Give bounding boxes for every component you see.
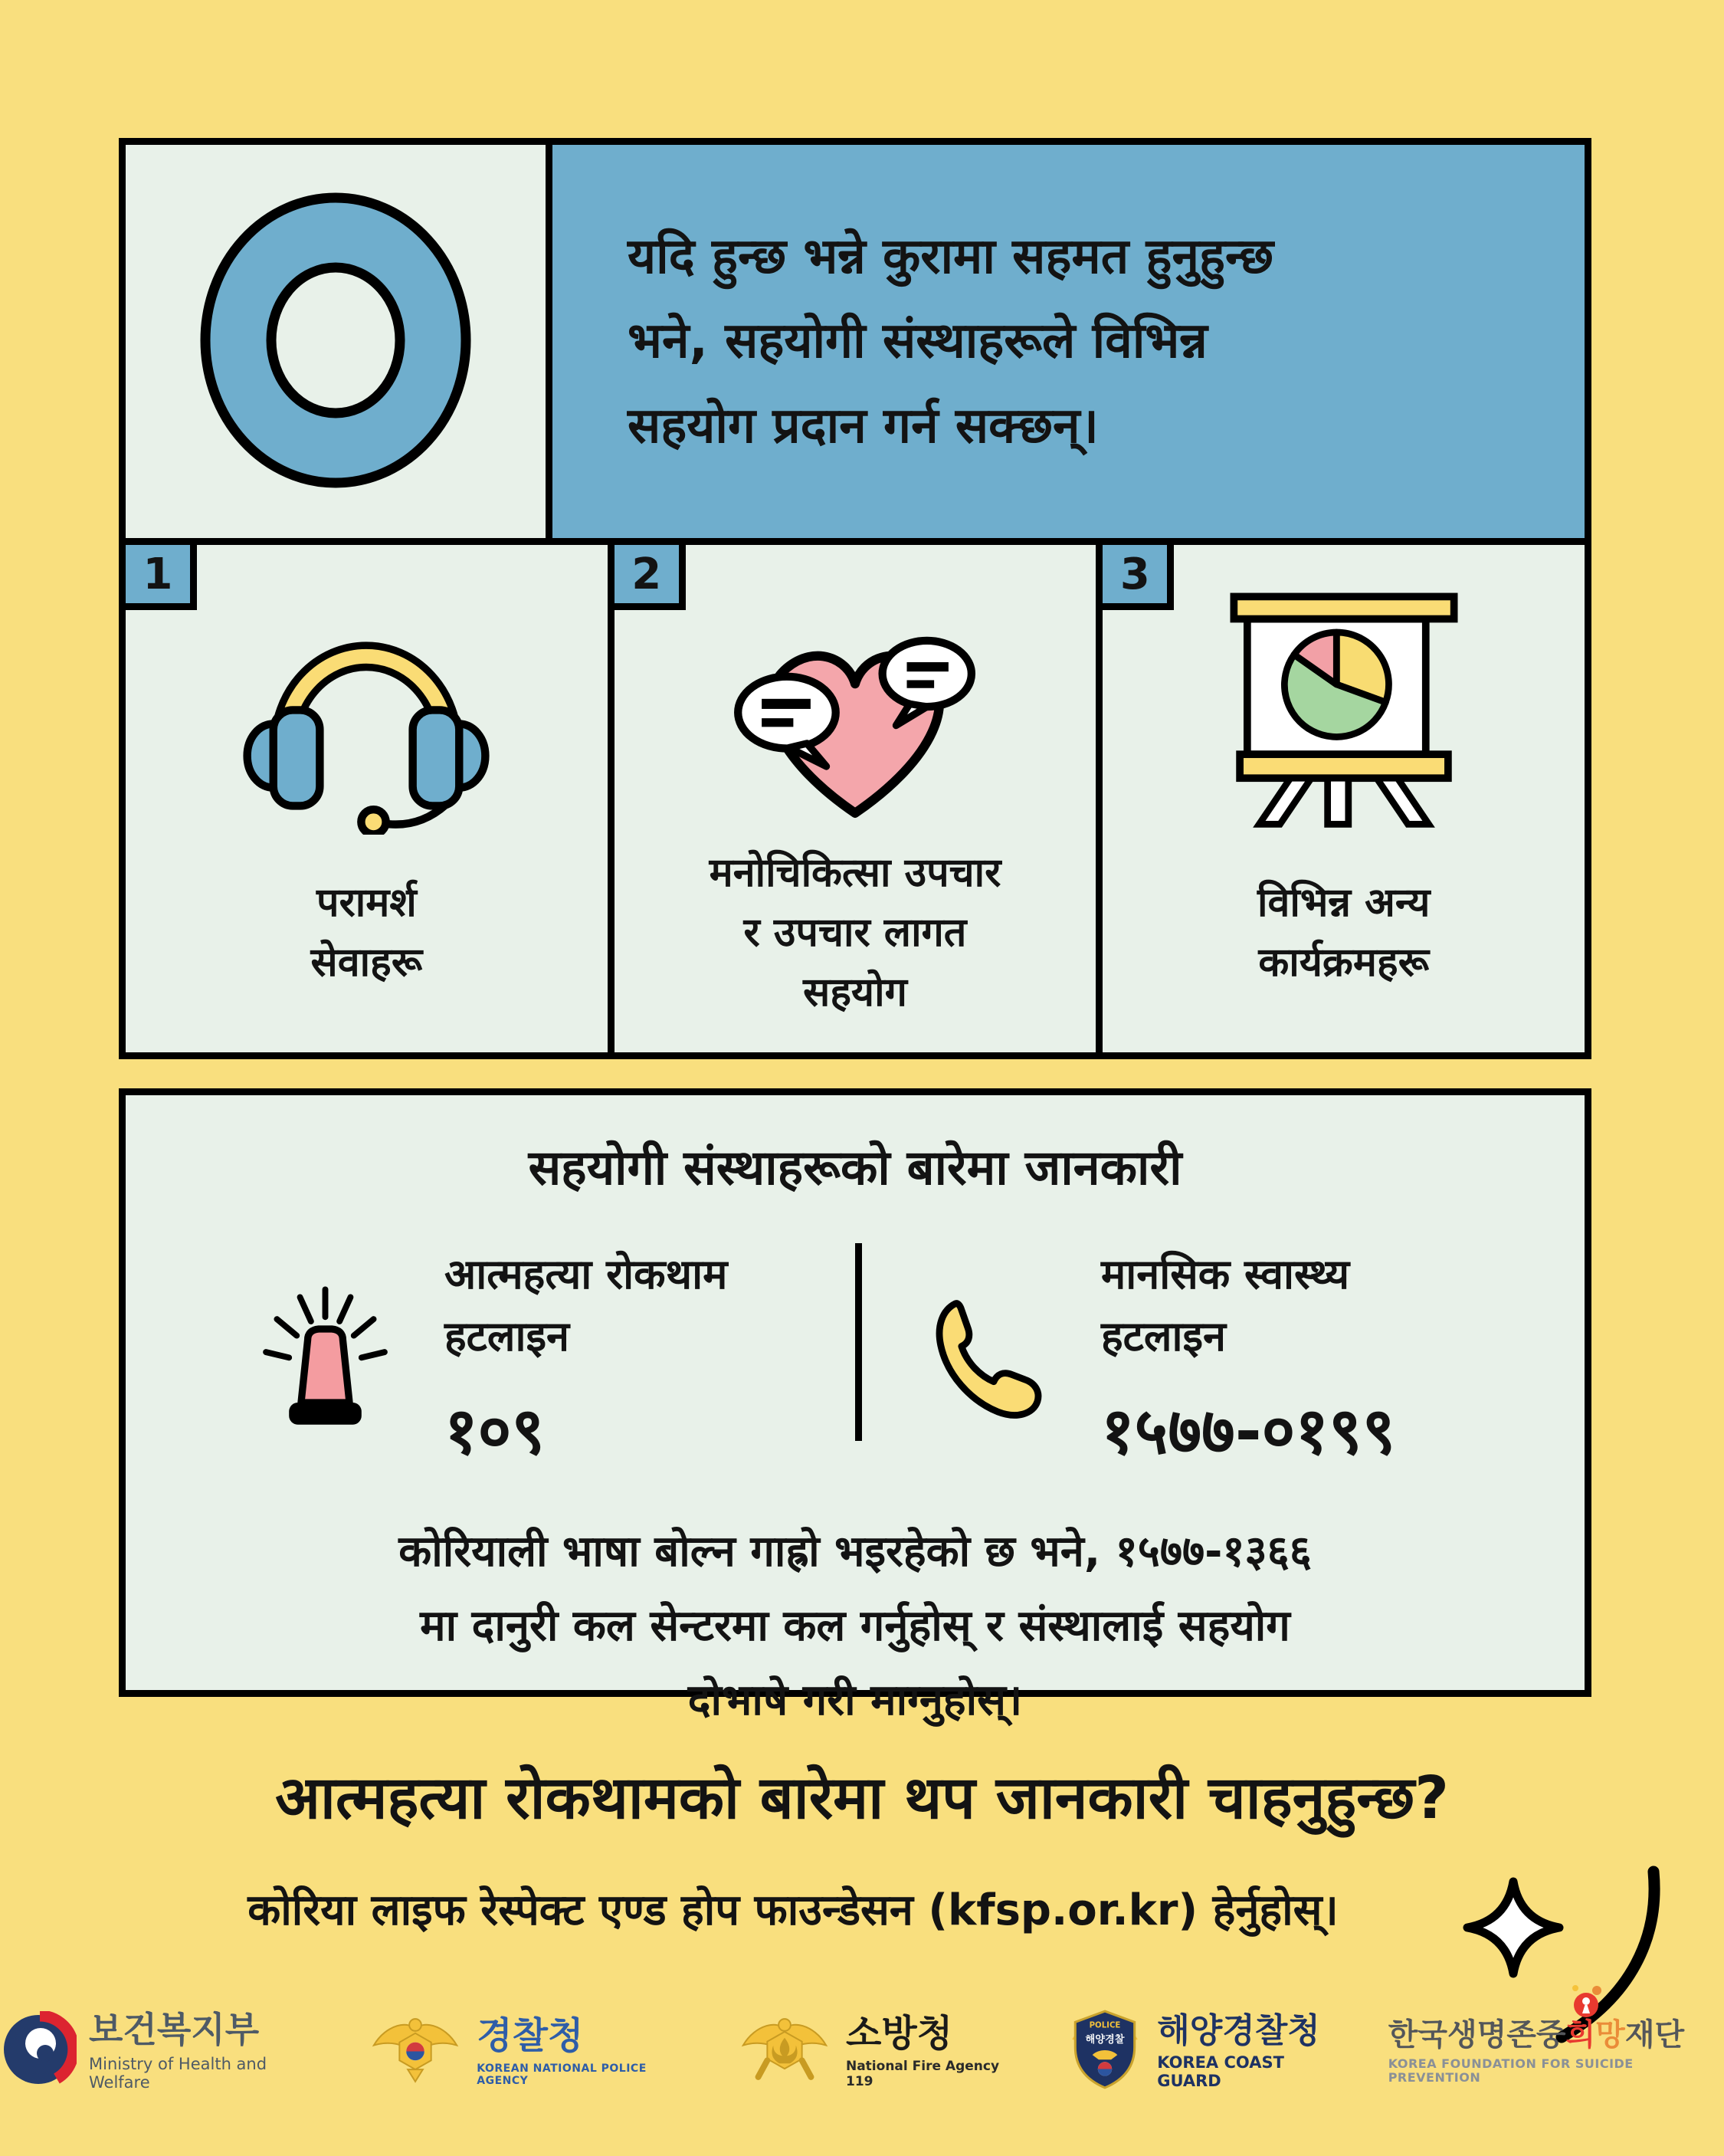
ring-panel [126,145,552,538]
header-row [126,145,1585,538]
logo-korea-coast-guard [1065,2007,1348,2095]
nfa-english-label: National Fire Agency 119 [845,2059,1000,2089]
more-info-heading: आत्महत्या रोकथामको बारेमा थप जानकारी चाहनुहुन्छ? [275,1764,1449,1833]
hotline-mental-health [855,1243,1512,1472]
siren-icon [243,1270,408,1446]
knpa-korean-label: 경찰청 [477,2014,584,2058]
kcg-english-label: KOREA COAST GUARD [1157,2053,1284,2091]
mohw-emblem-icon [0,2011,77,2091]
hotline-text [444,1243,727,1472]
step-box-3 [1096,545,1585,1052]
logo-korean-national-police-agency [366,2013,696,2089]
police-eagle-emblem-icon [366,2013,464,2089]
step-box-2 [608,545,1096,1052]
headset-icon [228,545,504,835]
hotlines-row [126,1243,1585,1472]
step-box-1 [126,545,608,1052]
step-number-badge: 3 [1103,545,1174,610]
hotline-number: १०९ [444,1393,546,1469]
hotline-label: आत्महत्या रोकथाम हटलाइन [444,1250,728,1360]
logo-ministry-of-health-and-welfare [0,2010,326,2092]
header-line: भने, सहयोगी संस्थाहरूले विभिन्न [628,313,1208,370]
info-panel [119,1088,1591,1725]
footer-logos [0,2007,1724,2095]
hotline-number: १५७७-०१९९ [1101,1393,1396,1469]
top-panel [119,138,1591,1059]
vertical-divider [855,1243,862,1441]
kfsp-english-label: KOREA FOUNDATION FOR SUICIDE PREVENTION [1388,2056,1634,2085]
hotline-suicide-prevention [198,1243,855,1472]
hotline-label: मानसिक स्वास्थ्य हटलाइन [1101,1250,1350,1360]
step-number-badge: 2 [615,545,686,610]
mohw-korean-label: 보건복지부 [89,2009,260,2051]
kcg-emblem-top-text: POLICE [1089,2021,1121,2030]
kfsp-korean-label: 한국생명존중희망재단 [1388,2017,1685,2053]
website-line: कोरिया लाइफ रेस्पेक्ट एण्ड होप फाउन्डेसन (kfsp.or.kr) हेर्नुहोस्। [247,1885,1339,1935]
header-line: यदि हुन्छ भन्ने कुरामा सहमत हुनुहुन्छ [628,228,1274,286]
knpa-english-label: KOREAN NATIONAL POLICE AGENCY [477,2062,647,2087]
logo-national-fire-agency [736,2013,1025,2089]
presentation-pie-chart-icon [1202,545,1486,835]
mohw-english-label: Ministry of Health and Welfare [89,2055,267,2092]
nfa-korean-label: 소방청 [845,2011,953,2055]
coast-guard-shield-emblem-icon [1065,2007,1145,2095]
step-label: परामर्श सेवाहरू [310,880,423,986]
steps-row [126,538,1585,1052]
step-label: मनोचिकित्सा उपचार र उपचार लागत सहयोग [709,850,1001,1016]
logo-korea-foundation-for-suicide-prevention [1388,2017,1724,2085]
step-label: विभिन्न अन्य कार्यक्रमहरू [1257,880,1431,986]
fire-agency-emblem-icon [736,2013,834,2089]
sparkle-icon [1467,1882,1559,1974]
info-title: सहयोगी संस्थाहरूको बारेमा जानकारी [528,1140,1182,1196]
header-line: सहयोग प्रदान गर्न सक्छन्। [628,397,1099,454]
header-text-panel [552,145,1585,538]
kcg-korean-label: 해양경찰청 [1157,2010,1320,2050]
step-number-badge: 1 [126,545,197,610]
danuri-note: कोरियाली भाषा बोल्न गाह्रो भइरहेको छ भने, १५७७-१३६६ मा दानुरी कल सेन्टरमा कल गर्नुहोस् र संस्थालाई सहयोग दोभाषे गरी माग्नुहोस्। [398,1527,1312,1725]
phone-icon [900,1275,1064,1440]
heart-chat-icon [710,545,1001,835]
ring-icon [182,179,489,504]
hotline-text [1101,1243,1395,1472]
kcg-emblem-text: 해양경찰 [1085,2033,1125,2046]
kfsp-person-dots-icon [1563,1982,1609,2022]
